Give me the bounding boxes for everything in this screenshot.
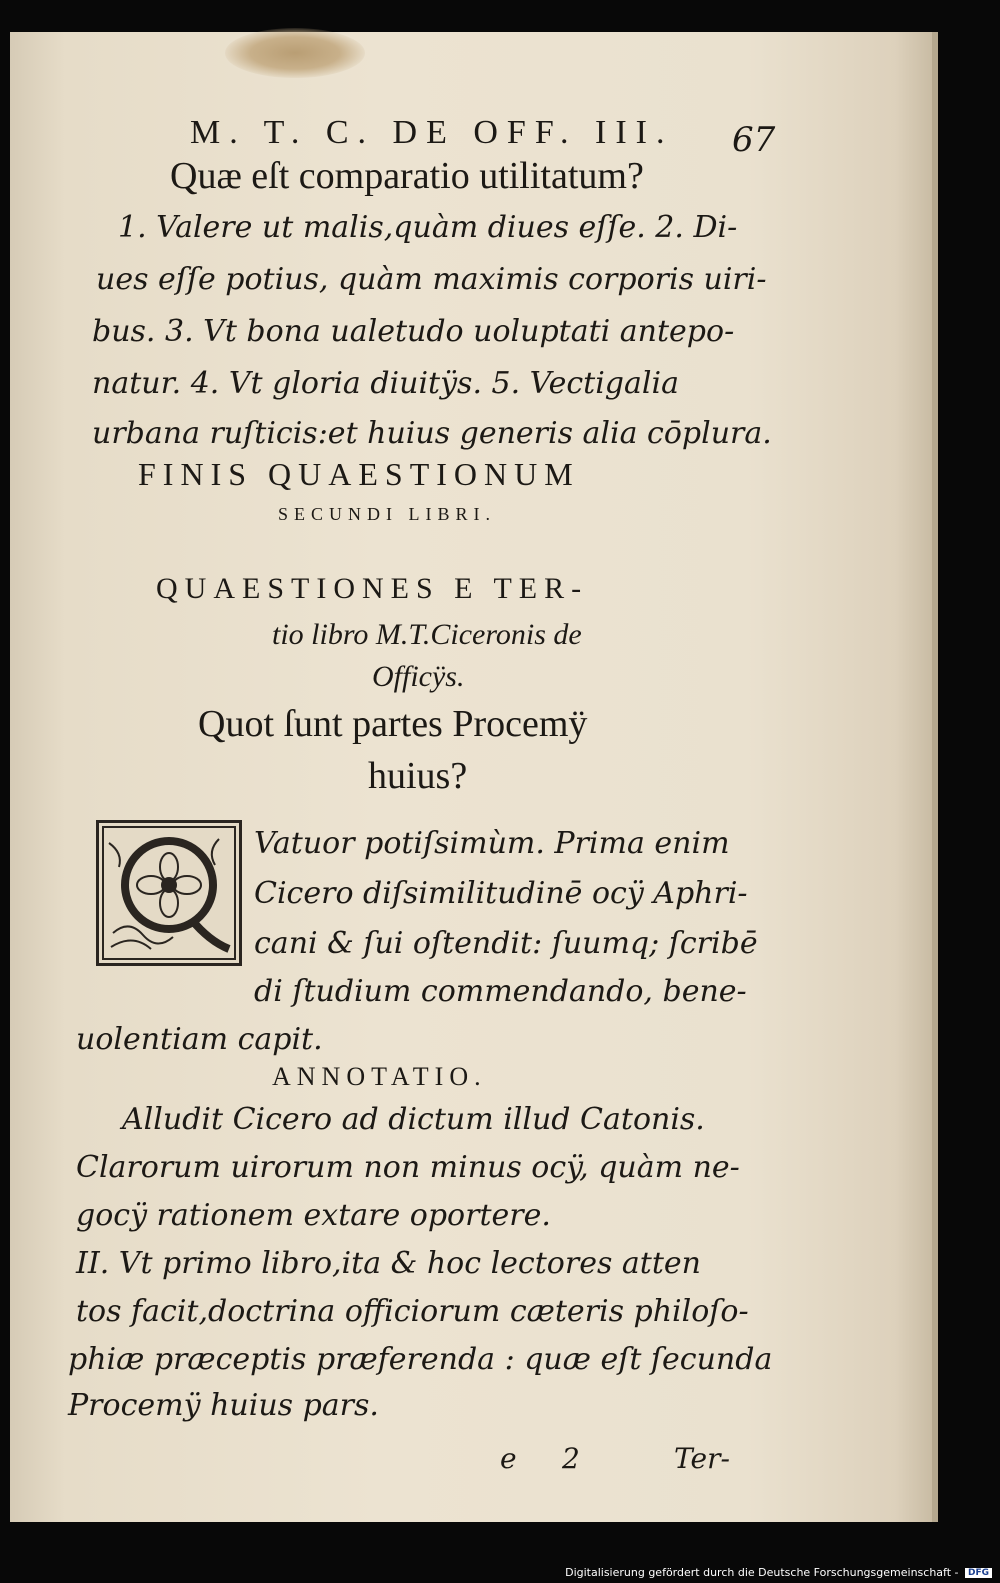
answer-line: bus. 3. Vt bona ualetudo uoluptati antepo-	[92, 314, 735, 349]
book-title-line: Officÿs.	[372, 660, 465, 693]
annotatio-heading: ANNOTATIO.	[272, 1062, 487, 1091]
credit-text: Digitalisierung gefördert durch die Deutsche Forschungsgemeinschaft -	[565, 1566, 959, 1579]
answer-line: di ſtudium commendando, bene-	[254, 974, 747, 1009]
folio-number: 67	[732, 120, 776, 160]
annotatio-line: Alludit Cicero ad dictum illud Catonis.	[122, 1102, 705, 1137]
answer-line: 1. Valere ut malis,quàm diues eſſe. 2. Di-	[118, 210, 738, 245]
paper-stain	[225, 28, 365, 78]
question-heading: Quot ſunt partes Procemÿ	[198, 703, 588, 745]
catchword: Ter-	[674, 1442, 730, 1475]
answer-line: urbana ruſticis:et huius generis alia cōplura.	[92, 416, 772, 451]
answer-line: ues eſſe potius, quàm maximis corporis uiri-	[96, 262, 767, 297]
answer-line: Vatuor potiſsimùm. Prima enim	[254, 826, 730, 861]
signature-number: 2	[562, 1442, 580, 1475]
running-title: M. T. C. DE OFF. III.	[190, 114, 674, 151]
finis-heading: FINIS QUAESTIONUM	[138, 456, 580, 492]
question-heading: huius?	[368, 755, 468, 797]
annotatio-line: Procemÿ huius pars.	[68, 1388, 379, 1423]
decorated-initial-q-icon	[96, 820, 242, 966]
question-heading: Quæ eſt comparatio utilitatum?	[170, 155, 644, 197]
finis-subheading: SECUNDI LIBRI.	[278, 504, 496, 524]
answer-line: cani & ſui oſtendit: ſuumq; ſcribē	[254, 926, 758, 961]
floral-ornament-icon	[99, 823, 239, 963]
annotatio-line: II. Vt primo libro,ita & hoc lectores atten	[76, 1246, 701, 1281]
answer-line: Cicero diſsimilitudinē ocÿ Aphri-	[254, 876, 748, 911]
signature-mark: e	[500, 1442, 517, 1475]
answer-line: uolentiam capit.	[76, 1022, 323, 1057]
dfg-logo: DFG	[965, 1568, 992, 1578]
book-title: QUAESTIONES E TER-	[156, 572, 589, 605]
book-title-line: tio libro M.T.Ciceronis de	[272, 618, 582, 651]
book-page	[10, 32, 938, 1522]
answer-line: natur. 4. Vt gloria diuitÿs. 5. Vectigalia	[92, 366, 679, 401]
digitization-credit	[565, 1566, 992, 1579]
annotatio-line: gocÿ rationem extare oportere.	[76, 1198, 551, 1233]
annotatio-line: phiæ præceptis præferenda : quæ eſt ſecunda	[68, 1342, 773, 1377]
annotatio-line: Clarorum uirorum non minus ocÿ, quàm ne-	[76, 1150, 740, 1185]
annotatio-line: tos facit,doctrina officiorum cæteris philoſo-	[76, 1294, 749, 1329]
